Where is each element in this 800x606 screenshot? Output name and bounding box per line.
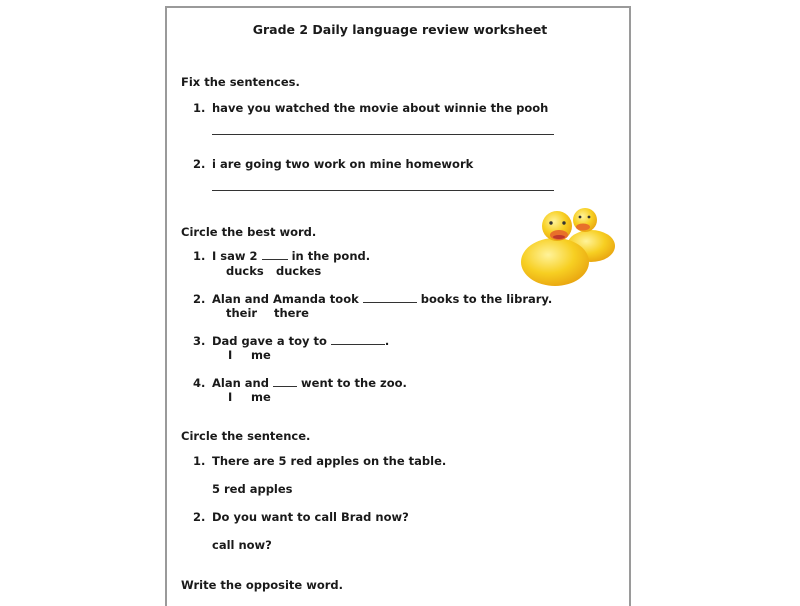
item-text: have you watched the movie about winnie the pooh	[212, 101, 549, 115]
choice-I[interactable]: I	[228, 348, 233, 362]
item-sentence	[212, 334, 389, 348]
option-fragment[interactable]: 5 red apples	[212, 482, 293, 496]
choice-me[interactable]: me	[251, 390, 271, 404]
item-text: i are going two work on mine homework	[212, 157, 474, 171]
item-sentence	[212, 292, 552, 306]
blank	[273, 376, 297, 387]
worksheet-page	[165, 6, 631, 606]
blank	[363, 292, 417, 303]
item-sentence	[212, 249, 370, 263]
item-number: 4.	[193, 376, 206, 390]
choice-their[interactable]: their	[226, 306, 258, 320]
sentence-before: Dad gave a toy to	[212, 334, 327, 348]
worksheet-title: Grade 2 Daily language review worksheet	[252, 22, 548, 37]
choice-there[interactable]: there	[274, 306, 309, 320]
rubber-ducks-icon	[519, 202, 619, 292]
choice-I[interactable]: I	[228, 390, 233, 404]
item-number: 1.	[193, 101, 206, 115]
choice-duckes[interactable]: duckes	[276, 264, 322, 278]
sentence-before: I saw 2	[212, 249, 258, 263]
item-number: 2.	[193, 157, 206, 171]
item-number: 2.	[193, 292, 206, 306]
blank	[331, 334, 385, 345]
sentence-after: went to the zoo.	[301, 376, 407, 390]
section-heading-circle-sentence: Circle the sentence.	[181, 429, 311, 443]
section-heading-fix-sentences: Fix the sentences.	[181, 75, 300, 89]
sentence-before: Alan and	[212, 376, 269, 390]
section-heading-circle-word: Circle the best word.	[181, 225, 317, 239]
choice-me[interactable]: me	[251, 348, 271, 362]
item-number: 1.	[193, 454, 206, 468]
section-heading-opposite-word: Write the opposite word.	[181, 578, 344, 592]
answer-line-1[interactable]	[212, 134, 554, 135]
sentence-after: books to the library.	[420, 292, 553, 306]
item-number: 1.	[193, 249, 206, 263]
item-sentence	[212, 376, 407, 390]
sentence-after: .	[384, 334, 390, 348]
blank	[262, 249, 288, 260]
choice-ducks[interactable]: ducks	[226, 264, 264, 278]
sentence-after: in the pond.	[291, 249, 371, 263]
item-number: 2.	[193, 510, 206, 524]
item-number: 3.	[193, 334, 206, 348]
option-fragment[interactable]: call now?	[212, 538, 272, 552]
option-sentence[interactable]: There are 5 red apples on the table.	[212, 454, 447, 468]
answer-line-2[interactable]	[212, 190, 554, 191]
sentence-before: Alan and Amanda took	[212, 292, 359, 306]
option-sentence[interactable]: Do you want to call Brad now?	[212, 510, 409, 524]
